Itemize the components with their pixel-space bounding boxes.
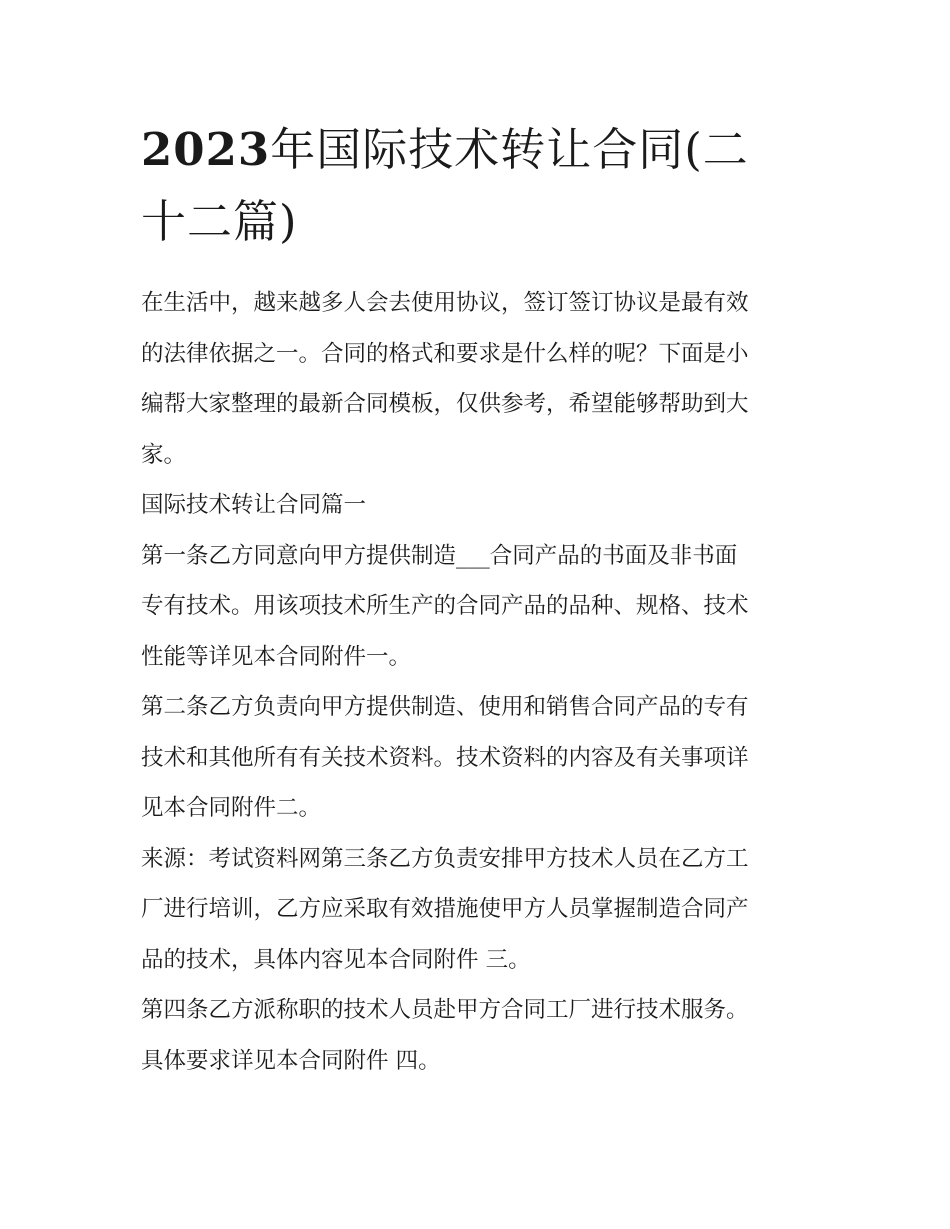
text-line: 品的技术，具体内容见本合同附件 三。 [141,946,531,973]
text-line: 国际技术转让合同篇一 [141,492,367,518]
article-3-paragraph [141,834,813,986]
text-line: 技术和其他所有有关技术资料。技术资料的内容及有关事项详 [141,744,749,771]
text-line: 家。 [141,441,187,468]
document-page [141,0,813,1086]
text-line: 具体要求详见本合同附件 四。 [141,1047,441,1074]
article-4-paragraph [141,985,813,1086]
section-heading [141,480,813,531]
text-line: 编帮大家整理的最新合同模板，仅供参考，希望能够帮助到大 [141,391,749,417]
document-body [141,278,813,1086]
text-line: 第二条乙方负责向甲方提供制造、使用和销售合同产品的专有 [141,694,749,720]
text-line: 性能等详见本合同附件一。 [141,643,412,670]
document-title [141,0,813,258]
text-line: 的法律依据之一。合同的格式和要求是什么样的呢？下面是小 [141,340,749,367]
text-line: 第四条乙方派称职的技术人员赴甲方合同工厂进行技术服务。 [141,997,749,1023]
text-line: 来源：考试资料网第三条乙方负责安排甲方技术人员在乙方工 [141,845,749,872]
intro-paragraph [141,278,813,480]
text-line: 第一条乙方同意向甲方提供制造___合同产品的书面及非书面 [141,542,738,569]
title-line-2: 十二篇) [141,195,298,248]
text-line: 专有技术。用该项技术所生产的合同产品的品种、规格、技术 [141,593,749,619]
text-line: 在生活中，越来越多人会去使用协议，签订签订协议是最有效 [141,290,749,316]
title-line-1-text: 年国际技术转让合同(二 [270,123,749,176]
article-1-paragraph [141,531,813,683]
title-year: 2023 [141,123,271,176]
text-line: 见本合同附件二。 [141,795,322,821]
article-2-paragraph [141,682,813,834]
title-line-1 [141,114,813,186]
text-line: 厂进行培训，乙方应采取有效措施使甲方人员掌握制造合同产 [141,896,749,922]
